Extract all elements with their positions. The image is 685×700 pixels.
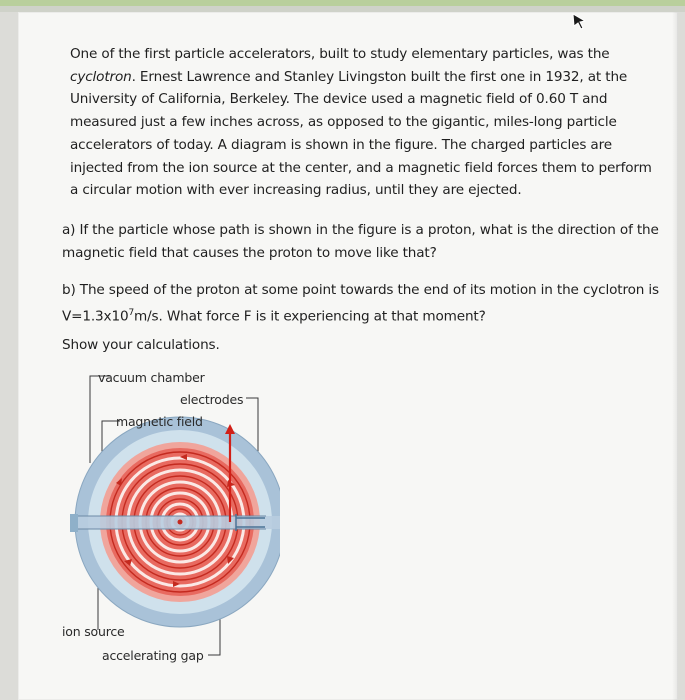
sheet-shade: [672, 12, 678, 700]
intro-cyclotron-word: cyclotron: [70, 68, 132, 85]
intro-paragraph: [70, 43, 662, 202]
cyclotron-diagram: [60, 368, 280, 668]
question-b-part2: m/s. What force F is it experiencing at that moment?: [134, 308, 486, 325]
question-b-exponent: 7: [128, 307, 135, 318]
mouse-cursor-icon: [570, 12, 590, 32]
intro-text-part2: . Ernest Lawrence and Stanley Livingston built the first one in 1932, at the University of California, Berkeley. The device used a magnetic field of 0.60 T and measured just a few inches across, as opposed to the gigantic, miles-long particle accelerators of today. A diagram is shown in the figure. The charged particles are injected from the ion source at the center, and a magnetic field forces them to perform a circular motion with ever increasing radius, until they are ejected.: [70, 68, 652, 199]
question-b: [62, 279, 662, 328]
top-bar: [0, 0, 685, 12]
show-calculations: Show your calculations.: [62, 337, 220, 353]
label-vacuum-chamber: vacuum chamber: [98, 370, 205, 385]
label-electrodes: electrodes: [180, 392, 244, 407]
cyclotron-figure: [60, 368, 280, 668]
intro-text-part1: One of the first particle accelerators, built to study elementary particles, was the: [70, 46, 610, 62]
ion-source-dot: [178, 520, 183, 525]
left-electrode-terminal: [70, 514, 78, 532]
question-b-part1: b) The speed of the proton at some point towards the end of its motion in the cyclotron is V=1.3x10: [62, 282, 659, 325]
top-bar-accent: [0, 0, 685, 6]
label-magnetic-field: magnetic field: [116, 414, 203, 429]
label-accelerating-gap: accelerating gap: [102, 648, 204, 663]
question-a: a) If the particle whose path is shown in the figure is a proton, what is the direction of the magnetic field that causes the proton to move like that?: [62, 222, 659, 261]
label-ion-source: ion source: [62, 624, 125, 639]
